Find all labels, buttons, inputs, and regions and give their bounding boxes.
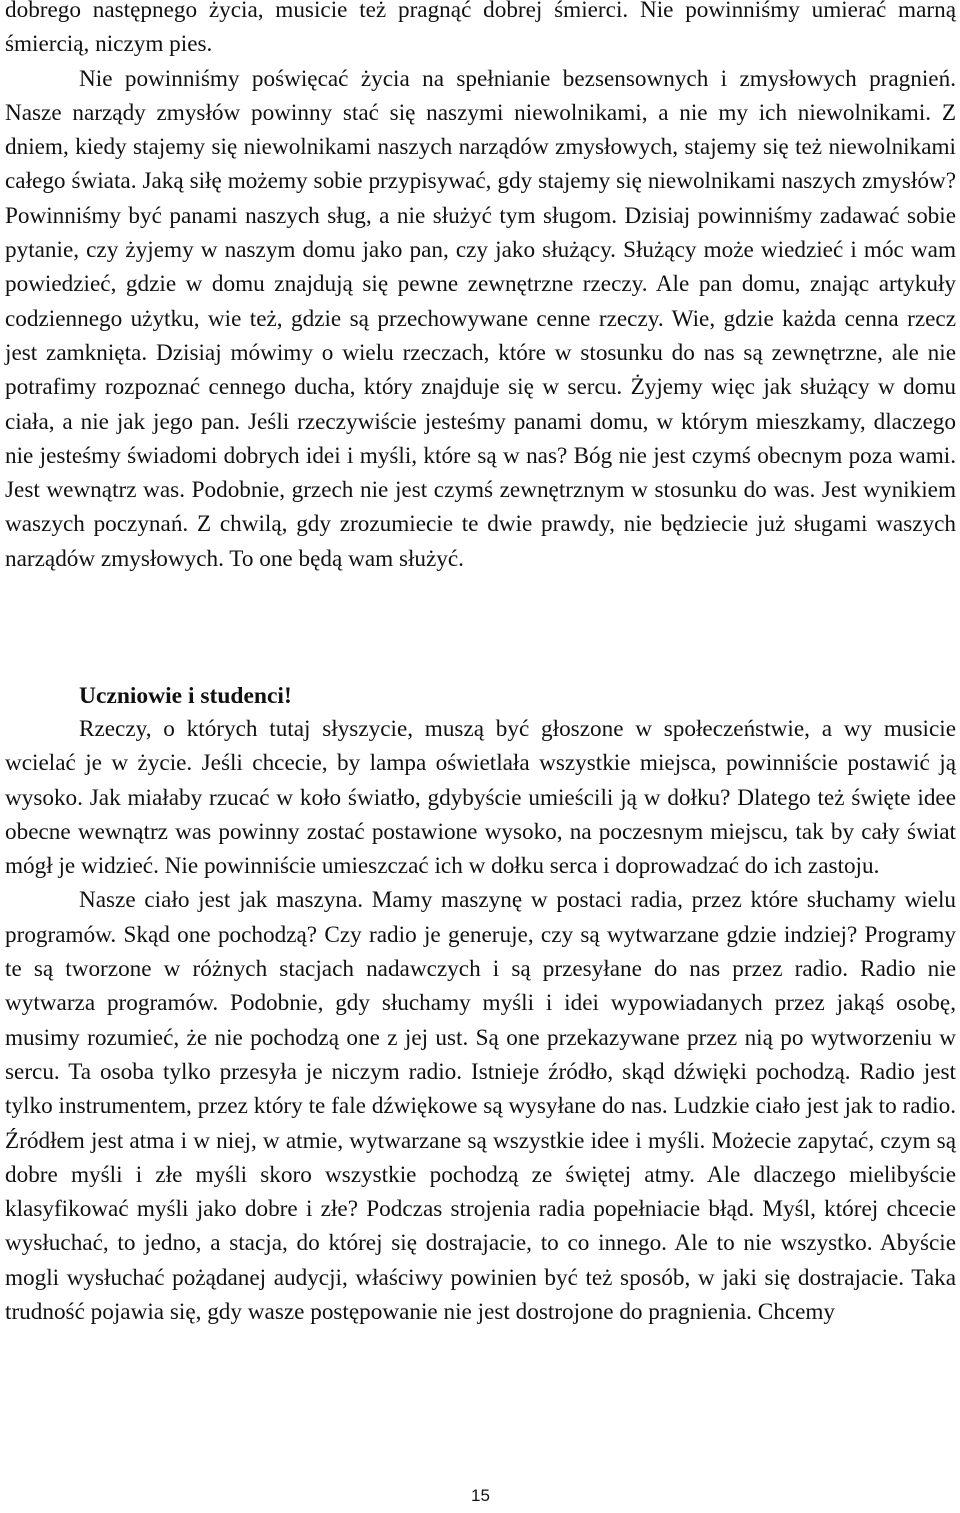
paragraph: dobrego następnego życia, musicie też pragnąć dobrej śmierci. Nie powinniśmy umierać marną śmiercią, niczym pies. <box>5 0 956 58</box>
document-page <box>5 0 956 1513</box>
paragraph: Rzeczy, o których tutaj słyszycie, muszą być głoszone w społeczeństwie, a wy musicie wcielać je w życie. Jeśli chcecie, by lampa oświetlała wszystkie miejsca, powinniście postawić ją wysoko. Jak miałaby rzucać w koło światło, gdybyście umieścili ją w dołku? Dlatego też święte idee obecne wewnątrz was powinny zostać postawione wysoko, na poczesnym miejscu, tak by cały świat mógł je widzieć. Nie powinniście umieszczać ich w dołku serca i doprowadzać do ich zastoju. <box>5 716 956 880</box>
paragraph: Nie powinniśmy poświęcać życia na spełnianie bezsensownych i zmysłowych pragnień. Nasze narządy zmysłów powinny stać się naszymi niewolnikami, a nie my ich niewolnikami. Z dniem, kiedy stajemy się niewolnikami naszych narządów zmysłowych, stajemy się też niewolnikami całego świata. Jaką siłę możemy sobie przypisywać, gdy stajemy się niewolnikami naszych zmysłów? Powinniśmy być panami naszych sług, a nie służyć tym sługom. Dzisiaj powinniśmy zadawać sobie pytanie, czy żyjemy w naszym domu jako pan, czy jako służący. Służący może wiedzieć i móc wam powiedzieć, gdzie w domu znajdują się pewne zewnętrzne rzeczy. Ale pan domu, znając artykuły codziennego użytku, wie też, gdzie są przechowywane cenne rzeczy. Wie, gdzie każda cenna rzecz jest zamknięta. Dzisiaj mówimy o wielu rzeczach, które w stosunku do nas są zewnętrzne, ale nie potrafimy rozpoznać cennego ducha, który znajduje się w sercu. Żyjemy więc jak służący w domu ciała, a nie jak jego pan. Jeśli rzeczywiście jesteśmy panami domu, w którym mieszkamy, dlaczego nie jesteśmy świadomi dobrych idei i myśli, które są w nas? Bóg nie jest czymś obecnym poza wami. Jest wewnątrz was. Podobnie, grzech nie jest czymś zewnętrznym w stosunku do was. Jest wynikiem waszych poczynań. Z chwilą, gdy zrozumiecie te dwie prawdy, nie będziecie już sługami waszych narządów zmysłowych. To one będą wam służyć. <box>5 65 956 572</box>
paragraph: Nasze ciało jest jak maszyna. Mamy maszynę w postaci radia, przez które słuchamy wielu programów. Skąd one pochodzą? Czy radio je generuje, czy są wytwarzane gdzie indziej? Programy te są tworzone w różnych stacjach nadawczych i są przesyłane do nas przez radio. Radio nie wytwarza programów. Podobnie, gdy słuchamy myśli i idei wypowiadanych przez jakąś osobę, musimy rozumieć, że nie pochodzą one z jej ust. Są one przekazywane przez nią po wytworzeniu w sercu. Ta osoba tylko przesyła je niczym radio. Istnieje źródło, skąd dźwięki pochodzą. Radio jest tylko instrumentem, przez który te fale dźwiękowe są wysyłane do nas. Ludzkie ciało jest jak to radio. Źródłem jest atma i w niej, w atmie, wytwarzane są wszystkie idee i myśli. Możecie zapytać, czym są dobre myśli i złe myśli skoro wszystkie pochodzą ze świętej atmy. Ale dlaczego mielibyście klasyfikować myśli jako dobre i złe? Podczas strojenia radia popełniacie błąd. Myśl, której chcecie wysłuchać, to jedno, a stacja, do której się dostrajacie, to co innego. Ale to nie wszystko. Abyście mogli wysłuchać pożądanej audycji, właściwy powinien być też sposób, w jaki się dostrajacie. Taka trudność pojawia się, gdy wasze postępowanie nie jest dostrojone do pragnienia. Chcemy <box>5 887 956 1326</box>
page-number: 15 <box>471 1486 490 1505</box>
intro-text-block <box>5 0 956 576</box>
section-heading: Uczniowie i studenci! <box>79 683 292 709</box>
section-text-block <box>5 712 956 1329</box>
